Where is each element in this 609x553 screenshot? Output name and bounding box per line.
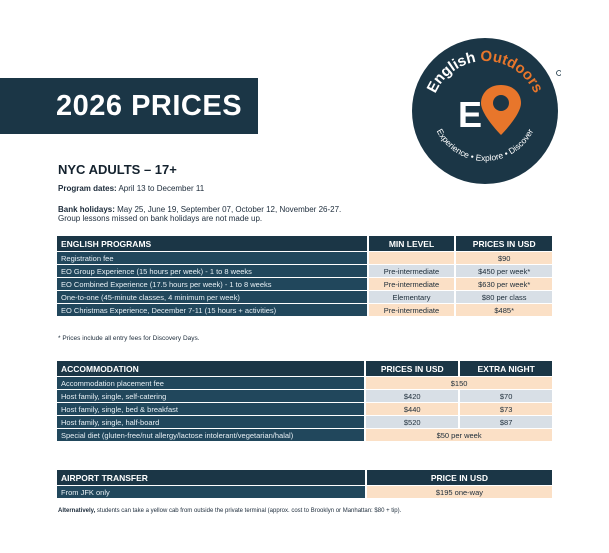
col-header-airport: AIRPORT TRANSFER bbox=[57, 470, 365, 485]
bank-holidays-label: Bank holidays: bbox=[58, 205, 115, 214]
program-dates bbox=[58, 184, 204, 193]
accommodation-name: Accommodation placement fee bbox=[57, 376, 364, 389]
accommodation-extra-night: $70 bbox=[458, 389, 552, 402]
accommodation-name: Host family, single, half-board bbox=[57, 415, 364, 428]
program-price: $450 per week* bbox=[454, 264, 552, 277]
logo-brand-accent: Outdoors bbox=[480, 47, 547, 96]
program-level: Pre-intermediate bbox=[367, 277, 455, 290]
table-row bbox=[57, 415, 552, 428]
logo-brand-top: English bbox=[423, 48, 478, 96]
accommodation-price: $50 per week bbox=[364, 428, 552, 441]
english-programs-table bbox=[57, 236, 552, 316]
col-header-min-level: MIN LEVEL bbox=[367, 236, 455, 251]
program-name: EO Combined Experience (17.5 hours per week) - 1 to 8 weeks bbox=[57, 277, 367, 290]
airport-note-text: students can take a yellow cab from outside the private terminal (approx. cost to Brooklyn or Manhattan: $80 + tip). bbox=[95, 508, 402, 514]
accommodation-name: Special diet (gluten-free/nut allergy/lactose intolerant/vegetarian/halal) bbox=[57, 428, 364, 441]
col-header-accommodation: ACCOMMODATION bbox=[57, 361, 364, 376]
accommodation-price: $440 bbox=[364, 402, 458, 415]
program-level: Pre-intermediate bbox=[367, 264, 455, 277]
table-row bbox=[57, 402, 552, 415]
program-name: EO Christmas Experience, December 7-11 (15 hours + activities) bbox=[57, 303, 367, 316]
program-dates-value: April 13 to December 11 bbox=[116, 184, 205, 193]
col-header-program: ENGLISH PROGRAMS bbox=[57, 236, 367, 251]
bank-holidays-note: Group lessons missed on bank holidays are not made up. bbox=[58, 214, 263, 223]
col-header-extra-night: EXTRA NIGHT bbox=[458, 361, 552, 376]
english-outdoors-logo bbox=[409, 35, 561, 185]
airport-route: From JFK only bbox=[57, 485, 365, 498]
page-title-bar bbox=[0, 78, 258, 134]
accommodation-name: Host family, single, self-catering bbox=[57, 389, 364, 402]
accommodation-price: $420 bbox=[364, 389, 458, 402]
program-price: $630 per week* bbox=[454, 277, 552, 290]
program-price: $90 bbox=[454, 251, 552, 264]
program-level: Elementary bbox=[367, 290, 455, 303]
table-row bbox=[57, 485, 552, 498]
accommodation-table bbox=[57, 361, 552, 441]
accommodation-extra-night: $73 bbox=[458, 402, 552, 415]
table-row bbox=[57, 277, 552, 290]
bank-holidays bbox=[58, 205, 341, 214]
logo-tagline: Experience • Explore • Discover bbox=[434, 126, 536, 164]
table-row bbox=[57, 376, 552, 389]
section-heading: NYC ADULTS – 17+ bbox=[58, 162, 177, 177]
airport-note-label: Alternatively, bbox=[58, 508, 96, 514]
table-row bbox=[57, 251, 552, 264]
airport-transfer-table bbox=[57, 470, 552, 498]
program-name: One-to-one (45-minute classes, 4 minimum per week) bbox=[57, 290, 367, 303]
program-price: $485* bbox=[454, 303, 552, 316]
program-name: Registration fee bbox=[57, 251, 367, 264]
program-price: $80 per class bbox=[454, 290, 552, 303]
col-header-price: PRICES IN USD bbox=[364, 361, 458, 376]
table-row bbox=[57, 389, 552, 402]
table-row bbox=[57, 290, 552, 303]
programs-note: * Prices include all entry fees for Discovery Days. bbox=[58, 335, 200, 342]
logo-e-mark: E bbox=[458, 94, 483, 135]
table-row bbox=[57, 303, 552, 316]
program-name: EO Group Experience (15 hours per week) - 1 to 8 weeks bbox=[57, 264, 367, 277]
program-dates-label: Program dates: bbox=[58, 184, 117, 193]
airport-price: $195 one-way bbox=[365, 485, 552, 498]
col-header-price: PRICES IN USD bbox=[454, 236, 552, 251]
program-level: Pre-intermediate bbox=[367, 303, 455, 316]
table-row bbox=[57, 428, 552, 441]
table-row bbox=[57, 264, 552, 277]
bank-holidays-value: May 25, June 19, September 07, October 12, November 26-27. bbox=[114, 205, 342, 214]
page-title: 2026 PRICES bbox=[56, 89, 243, 122]
accommodation-name: Host family, single, bed & breakfast bbox=[57, 402, 364, 415]
program-level bbox=[367, 251, 455, 264]
accommodation-price: $520 bbox=[364, 415, 458, 428]
airport-note bbox=[58, 508, 401, 514]
col-header-price: PRICE IN USD bbox=[365, 470, 552, 485]
accommodation-price: $150 bbox=[364, 376, 552, 389]
accommodation-extra-night: $87 bbox=[458, 415, 552, 428]
